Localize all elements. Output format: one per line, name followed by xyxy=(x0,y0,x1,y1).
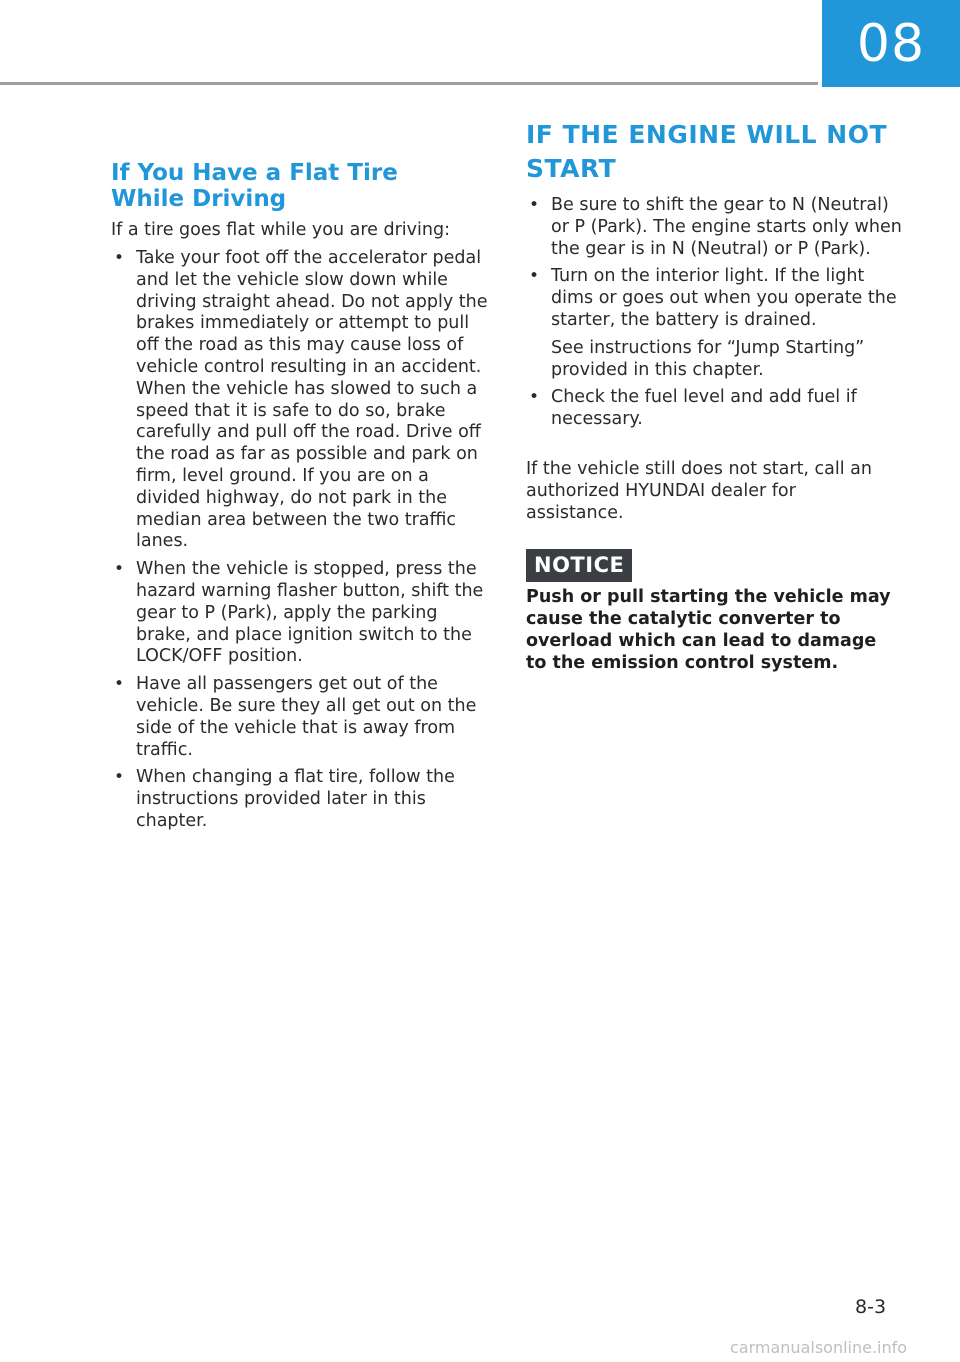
chapter-number: 08 xyxy=(856,13,926,74)
list-item-text: Turn on the interior light. If the light dims or goes out when you operate the starter, the battery is drained. xyxy=(551,266,897,330)
bullet-icon: • xyxy=(529,195,540,215)
bullet-icon: • xyxy=(114,674,125,695)
bullet-icon: • xyxy=(529,387,540,408)
list-item-text: Be sure to shift the gear to N (Neutral) or P (Park). The engine starts only when the gear is in N (Neutral) or P (Park). xyxy=(551,195,902,259)
list-item xyxy=(526,266,902,381)
chapter-tab xyxy=(822,0,960,87)
list-item-text: When the vehicle is stopped, press the hazard warning flasher button, shift the gear to P (Park), apply the parking brake, and place ignition switch to the LOCK/OFF position. xyxy=(136,559,484,667)
list-item xyxy=(111,767,491,832)
list-item-text: Take your foot off the accelerator pedal and let the vehicle slow down while driving straight ahead. Do not apply the brakes immediately or attempt to pull off the road as this may cause loss of vehicle control resulting in an accident. When the vehicle has slowed to such a speed that it is safe to do so, brake carefully and pull off the road. Drive off the road as far as possible and park on firm, level ground. If you are on a divided highway, do not park in the median area between the two traffic lanes. xyxy=(136,248,488,552)
engine-bullet-list xyxy=(526,195,902,437)
notice-text: Push or pull starting the vehicle may cause the catalytic converter to overload which can lead to damage to the emission control system. xyxy=(526,587,891,673)
section-heading-engine-not-start: IF THE ENGINE WILL NOT START xyxy=(526,120,888,183)
bullet-icon: • xyxy=(114,559,125,580)
list-item xyxy=(526,195,902,260)
watermark: carmanualsonline.info xyxy=(730,1338,908,1357)
page-number: 8-3 xyxy=(855,1296,887,1318)
list-item xyxy=(111,559,491,668)
flat-tire-intro: If a tire goes flat while you are driving: xyxy=(111,220,450,240)
header-rule xyxy=(0,82,818,85)
list-item-text: When changing a flat tire, follow the instructions provided later in this chapter. xyxy=(136,767,455,831)
list-item-text: Have all passengers get out of the vehicle. Be sure they all get out on the side of the vehicle that is away from traffic. xyxy=(136,674,477,760)
engine-closing-paragraph: If the vehicle still does not start, call an authorized HYUNDAI dealer for assistance. xyxy=(526,459,873,523)
list-item xyxy=(111,248,491,553)
notice-badge: NOTICE xyxy=(526,549,632,582)
section-heading-flat-tire: If You Have a Flat Tire While Driving xyxy=(111,160,398,212)
bullet-icon: • xyxy=(114,767,125,788)
flat-tire-bullet-list xyxy=(111,248,491,839)
bullet-icon: • xyxy=(529,266,540,287)
list-item-text: Check the fuel level and add fuel if necessary. xyxy=(551,387,857,430)
list-item xyxy=(526,387,902,431)
jump-start-reference: See instructions for “Jump Starting” provided in this chapter. xyxy=(551,337,865,380)
bullet-icon: • xyxy=(114,248,125,268)
list-item xyxy=(111,674,491,761)
